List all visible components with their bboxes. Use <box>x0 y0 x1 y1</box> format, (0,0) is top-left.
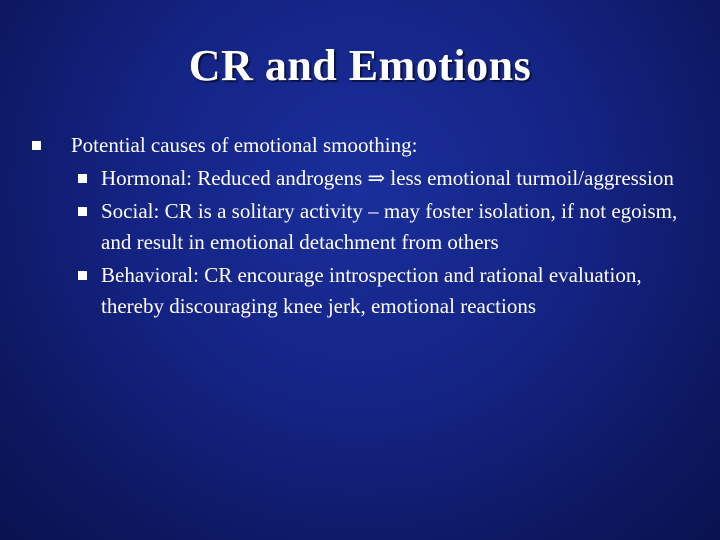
bullet-item <box>30 130 690 161</box>
square-bullet-icon <box>78 271 87 280</box>
sub-bullet-text: Social: CR is a solitary activity – may foster isolation, if not egoism, and result in emotional detachment from others <box>101 199 678 254</box>
sub-bullet-item <box>30 196 690 258</box>
sub-bullet-text: Behavioral: CR encourage introspection and rational evaluation, thereby discouraging knee jerk, emotional reactions <box>101 263 642 318</box>
square-bullet-icon <box>78 174 87 183</box>
slide-title: CR and Emotions <box>188 41 532 90</box>
square-bullet-icon <box>32 141 41 150</box>
sub-bullet-item <box>30 163 690 194</box>
square-bullet-icon <box>78 207 87 216</box>
sub-bullet-item <box>30 260 690 322</box>
bullet-text: Potential causes of emotional smoothing: <box>71 133 418 157</box>
slide-content <box>30 130 690 322</box>
sub-bullet-text: Hormonal: Reduced androgens ⇒ less emotional turmoil/aggression <box>101 166 674 190</box>
